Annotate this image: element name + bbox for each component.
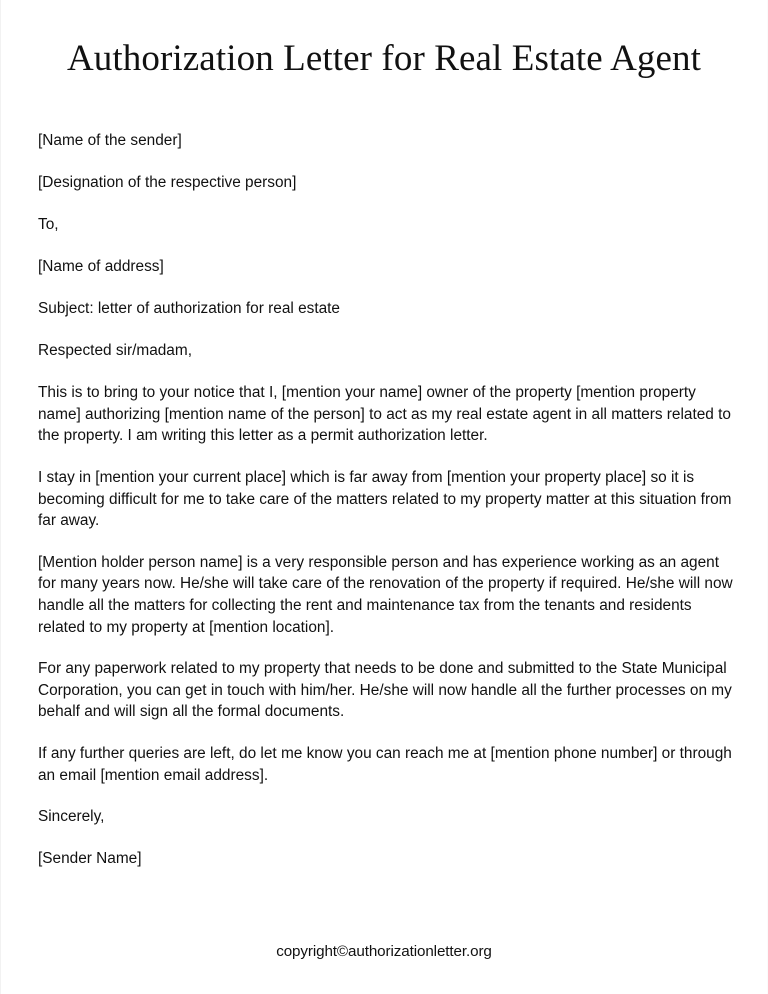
paragraph-recipient-address: [Name of address] [38,257,164,275]
paragraph-sender-name: [Name of the sender] [38,131,182,149]
paragraph-signature-name: [Sender Name] [38,850,142,868]
paragraph-body-4: For any paperwork related to my property that needs to be done and submitted to the State Municipal Corporation, you can get in touch with him/her. He/she will now handle all the further processes on my behalf and will sign all the formal documents. [38,660,737,721]
paragraph-body-3: [Mention holder person name] is a very responsible person and has experience working as an agent for many years now. He/she will take care of the renovation of the property if required. He/she will now handle all the matters for collecting the rent and maintenance tax from the tenants and residents related to my property at [mention location]. [38,553,737,636]
paragraph-salutation-to: To, [38,215,59,233]
paragraph-greeting: Respected sir/madam, [38,342,192,360]
paragraph-body-5: If any further queries are left, do let me know you can reach me at [mention phone number] or through an email [mention email address]. [38,744,737,784]
paragraph-body-2: I stay in [mention your current place] which is far away from [mention your property place] so it is becoming difficult for me to take care of the matters related to my property matter at this situation from far away. [38,469,736,530]
paragraph-subject-line: Subject: letter of authorization for real estate [38,300,340,318]
page-footer [1,942,767,994]
page-title: Authorization Letter for Real Estate Agent [66,38,701,79]
paragraph-body-1: This is to bring to your notice that I, [mention your name] owner of the property [mention property name] authorizing [mention name of the person] to act as my real estate agent in all matters related to the property. I am writing this letter as a permit authorization letter. [38,384,736,445]
letter-body [1,130,767,870]
paragraph-closing: Sincerely, [38,808,105,826]
copyright-notice: copyright©authorizationletter.org [276,943,492,960]
paragraph-sender-designation: [Designation of the respective person] [38,173,297,191]
